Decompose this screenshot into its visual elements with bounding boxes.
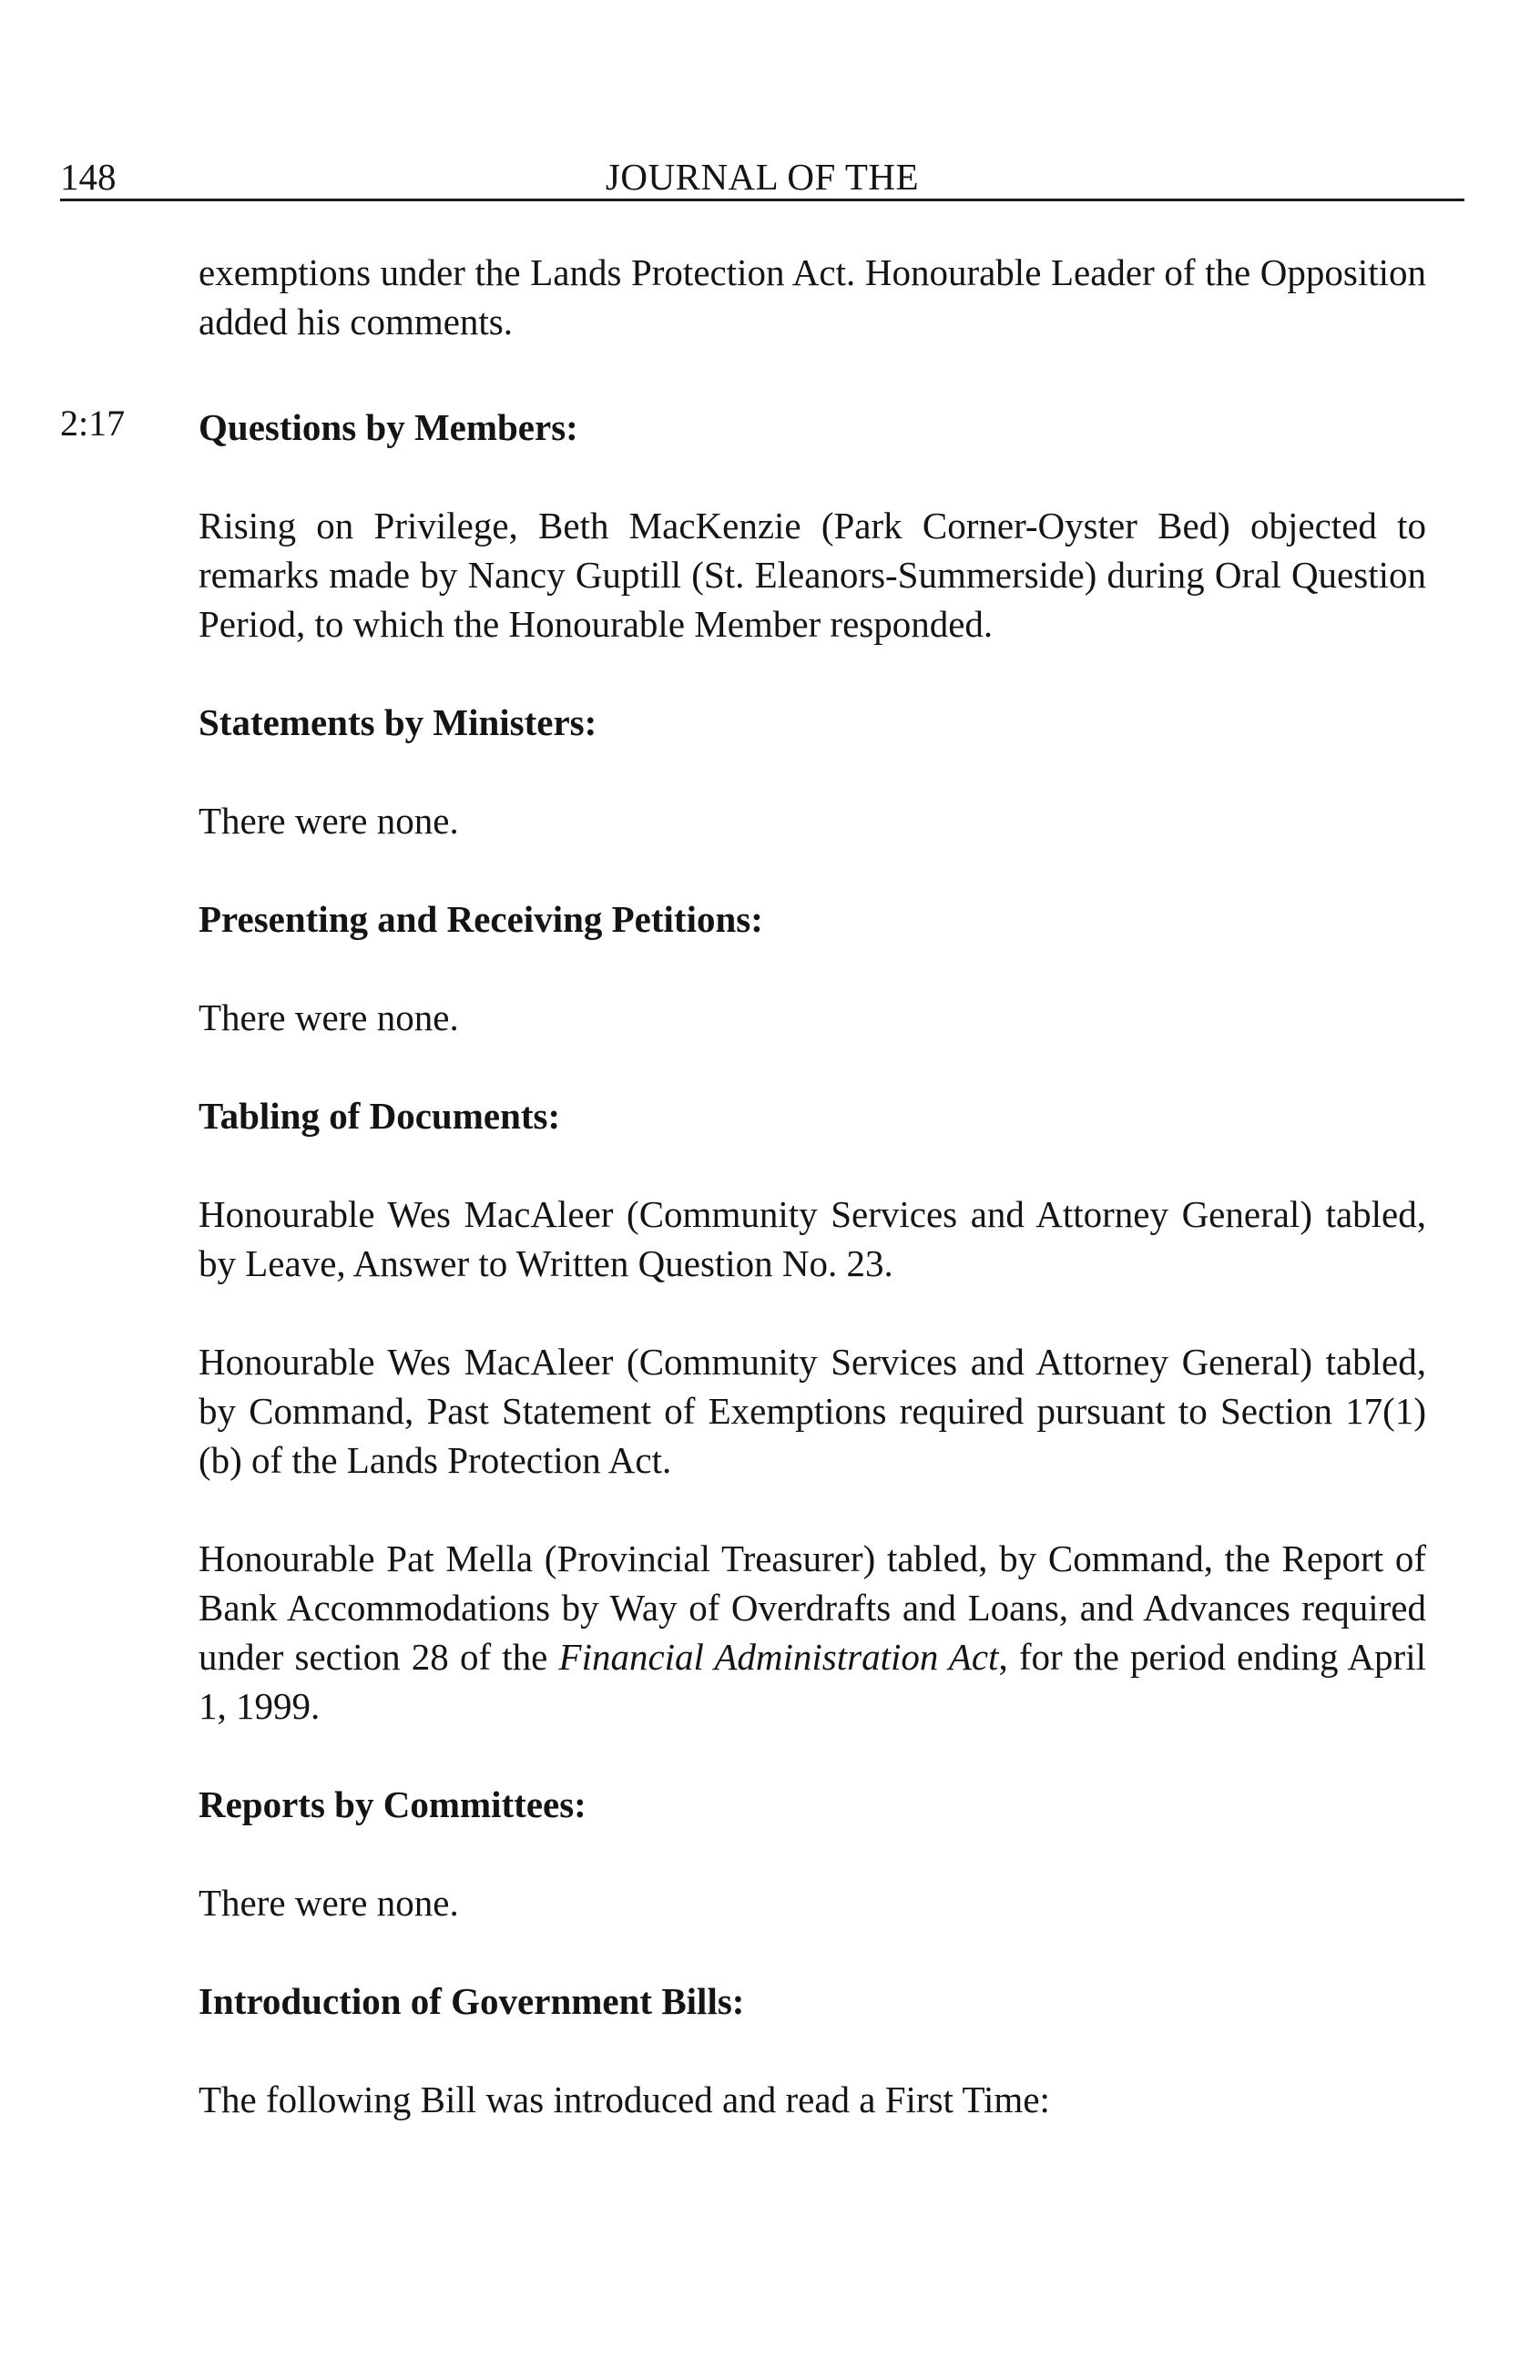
petitions-heading: Presenting and Receiving Petitions:: [199, 898, 763, 940]
tabling-paragraph-3: [199, 1534, 1426, 1731]
tabling-paragraph-2: Honourable Wes MacAleer (Community Services and Attorney General) tabled, by Command, Past Statement of Exemptions required pursuant to Section 17(1)(b) of the Lands Protection Act.: [199, 1341, 1426, 1481]
petitions-paragraph: There were none.: [199, 996, 459, 1038]
statements-heading: Statements by Ministers:: [199, 701, 597, 743]
bills-paragraph: The following Bill was introduced and read a First Time:: [199, 2079, 1050, 2120]
tabling-3-tail: , for the period ending April 1, 1999.: [199, 1636, 1426, 1727]
bills-heading: Introduction of Government Bills:: [199, 1980, 745, 2022]
questions-paragraph: Rising on Privilege, Beth MacKenzie (Park Corner-Oyster Bed) objected to remarks made by Nancy Guptill (St. Eleanors-Summerside) during Oral Question Period, to which the Honourable Member responded.: [199, 505, 1426, 645]
page-header: [60, 151, 1464, 201]
tabling-3-text: Honourable Pat Mella (Provincial Treasurer) tabled, by Command, the Report of Bank Accommodations by Way of Overdrafts and Loans, and Advances required under section 28 of the: [199, 1537, 1426, 1678]
tabling-paragraph-1: Honourable Wes MacAleer (Community Services and Attorney General) tabled, by Leave, Answer to Written Question No. 23.: [199, 1193, 1426, 1284]
running-title: JOURNAL OF THE: [605, 156, 920, 198]
questions-heading: Questions by Members:: [199, 406, 578, 448]
timestamp: 2:17: [60, 403, 126, 444]
committees-paragraph: There were none.: [199, 1882, 459, 1924]
page-number: 148: [60, 156, 117, 198]
tabling-heading: Tabling of Documents:: [199, 1095, 561, 1137]
act-title: Financial Administration Act: [558, 1636, 999, 1678]
committees-heading: Reports by Committees:: [199, 1783, 586, 1825]
statements-paragraph: There were none.: [199, 800, 459, 842]
carryover-paragraph: exemptions under the Lands Protection Act. Honourable Leader of the Opposition added his comments.: [199, 251, 1426, 342]
journal-body: [199, 248, 1426, 2124]
